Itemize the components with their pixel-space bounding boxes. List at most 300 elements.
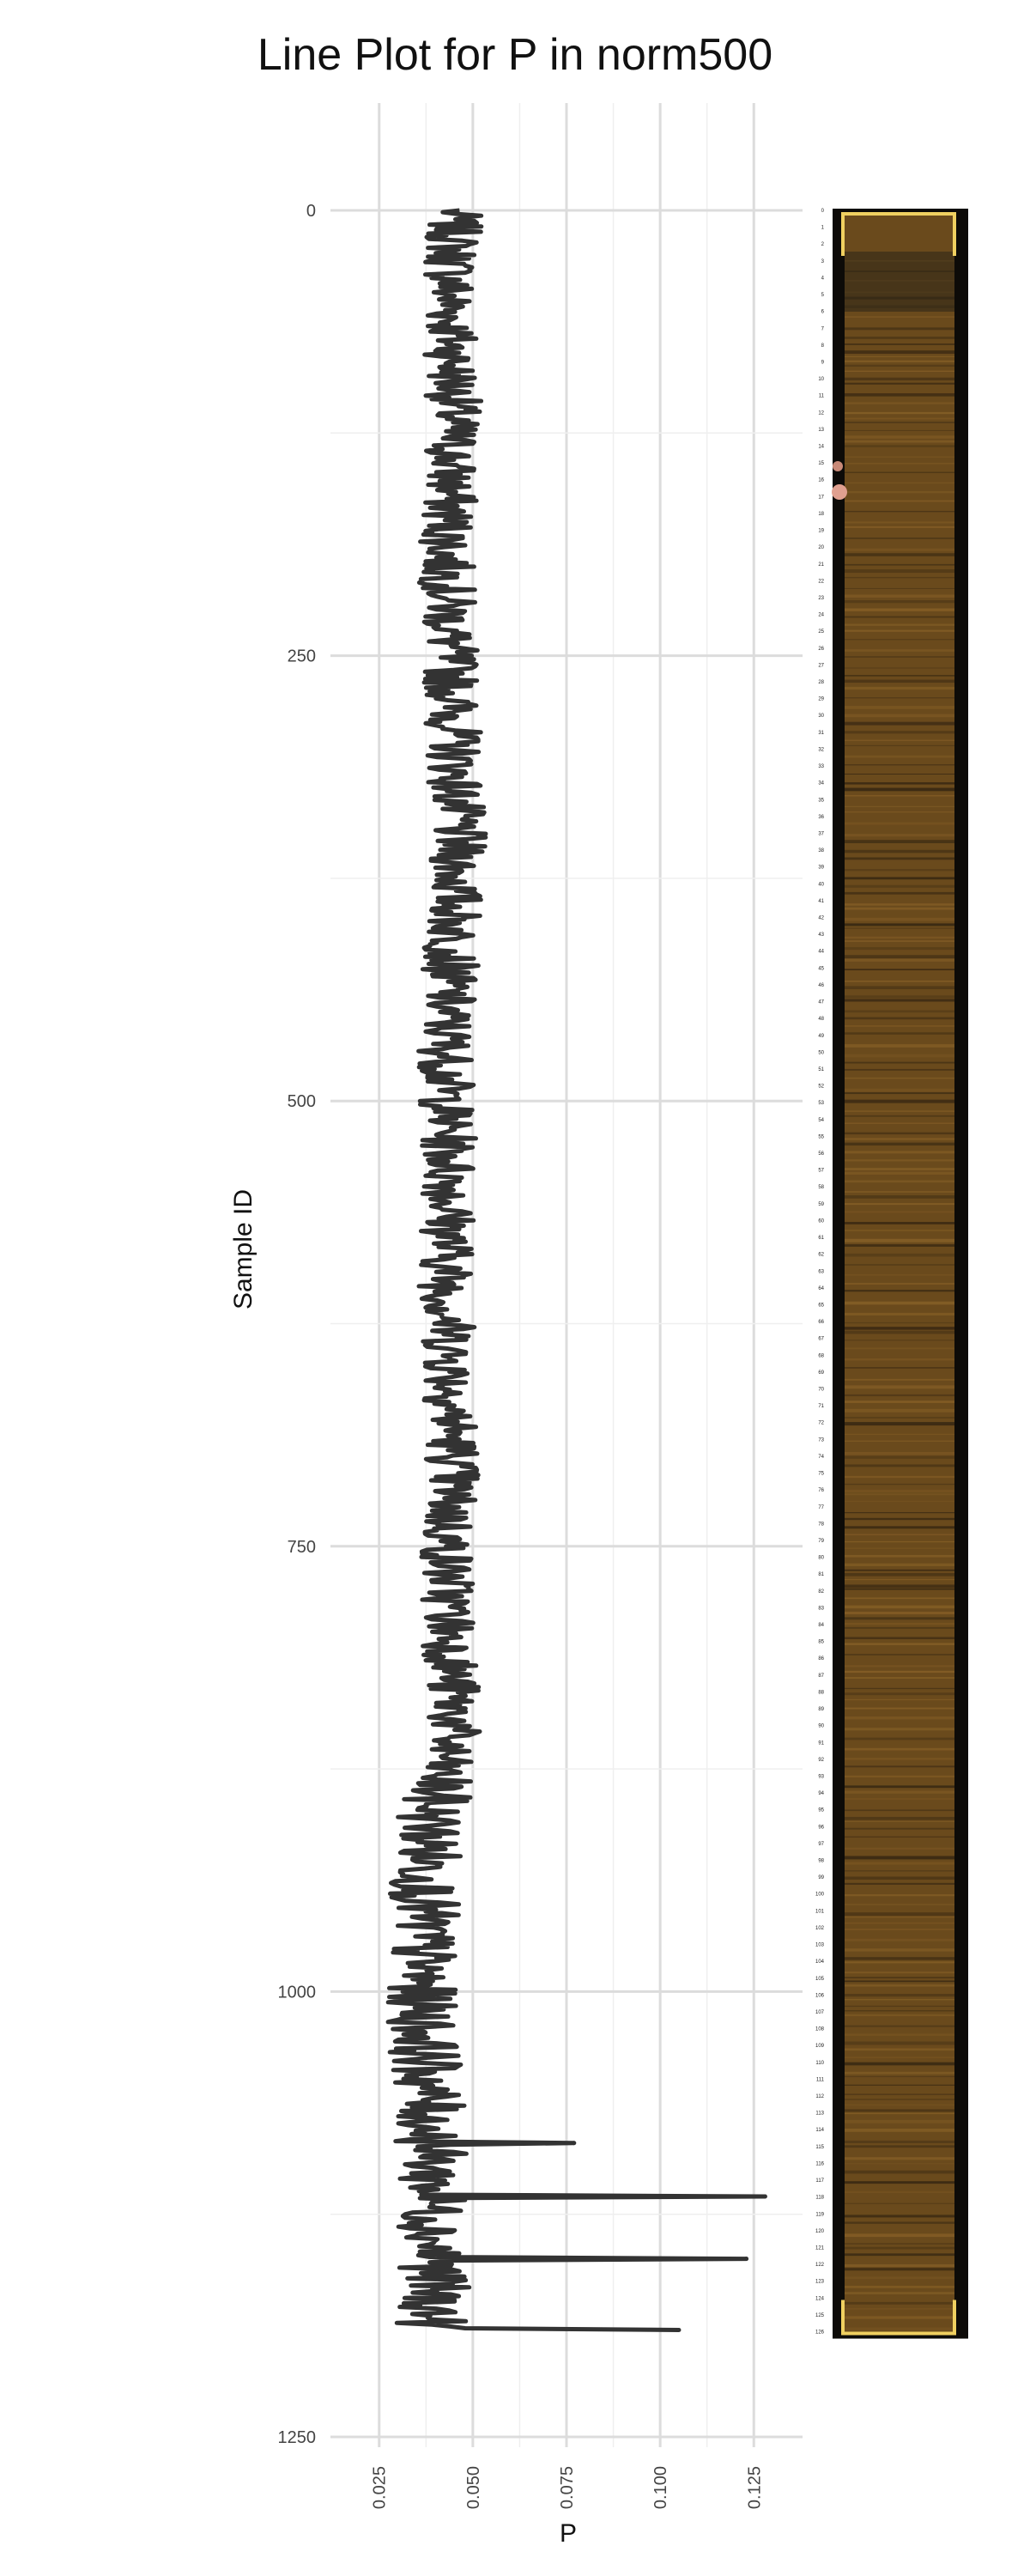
core-lamination <box>845 667 954 668</box>
core-lamination <box>845 2215 954 2217</box>
core-lamination <box>845 1999 954 2000</box>
core-segment-label: 115 <box>815 2144 824 2150</box>
core-lamination <box>845 2268 954 2270</box>
core-lamination <box>845 2063 954 2066</box>
core-segment-label: 89 <box>818 1707 824 1713</box>
core-lamination <box>845 430 954 431</box>
core-segment-label: 58 <box>818 1185 824 1191</box>
core-segment-label: 64 <box>818 1285 824 1291</box>
core-lamination <box>845 2192 954 2193</box>
core-segment-label: 93 <box>818 1774 824 1780</box>
core-lamination <box>845 1417 954 1418</box>
core-lamination <box>845 378 954 380</box>
core-image <box>815 209 968 2339</box>
core-lamination <box>845 1422 954 1425</box>
core-segment-label: 98 <box>818 1858 824 1864</box>
core-lamination <box>845 1290 954 1291</box>
core-lamination <box>845 630 954 632</box>
core-lamination <box>845 2286 954 2288</box>
core-segment-label: 73 <box>818 1437 824 1443</box>
core-sample-mark <box>832 484 847 500</box>
core-lamination <box>845 1100 954 1103</box>
core-lamination <box>845 1643 954 1644</box>
core-lamination <box>845 2109 954 2111</box>
x-tick-label: 0.050 <box>464 2466 483 2510</box>
core-lamination <box>845 2163 954 2164</box>
core-lamination <box>845 457 954 458</box>
core-segment-label: 35 <box>818 798 824 804</box>
core-lamination <box>845 1331 954 1334</box>
core-lamination <box>845 1409 954 1413</box>
x-axis-title: P <box>559 2519 578 2548</box>
core-lamination <box>845 1011 954 1013</box>
core-segment-label: 117 <box>815 2178 824 2184</box>
core-lamination <box>845 1452 954 1455</box>
core-segment-label: 100 <box>815 1892 824 1898</box>
core-lamination <box>845 2141 954 2143</box>
core-lamination <box>845 608 954 611</box>
core-segment-label: 24 <box>818 612 824 618</box>
core-lamination <box>845 1776 954 1777</box>
core-lamination <box>845 549 954 551</box>
core-lamination <box>845 2010 954 2011</box>
core-lamination <box>845 1203 954 1205</box>
core-segment-label: 119 <box>815 2212 824 2218</box>
core-segment-label: 120 <box>815 2228 824 2234</box>
core-lamination <box>845 371 954 372</box>
core-lamination <box>845 538 954 539</box>
core-segment-label: 37 <box>818 831 824 837</box>
core-lamination <box>845 2203 954 2204</box>
core-segment-label: 97 <box>818 1841 824 1847</box>
core-segment-label: 68 <box>818 1353 824 1359</box>
core-lamination <box>845 1623 954 1625</box>
core-lamination <box>845 1765 954 1767</box>
core-lamination <box>845 2026 954 2027</box>
core-lamination <box>845 1400 954 1403</box>
core-lamination <box>845 526 954 528</box>
core-lamination <box>845 463 954 465</box>
x-tick-label: 0.125 <box>745 2466 765 2510</box>
core-segment-label: 122 <box>815 2263 824 2269</box>
core-lamination <box>845 940 954 942</box>
core-lamination <box>845 1541 954 1542</box>
core-segment-label: 111 <box>815 2077 824 2083</box>
core-lamination <box>845 1957 954 1959</box>
core-segment-label: 32 <box>818 747 824 753</box>
core-segment-label: 10 <box>818 377 824 383</box>
core-segment-label: 108 <box>815 2026 824 2032</box>
core-lamination <box>845 365 954 367</box>
core-segment-label: 50 <box>818 1050 824 1056</box>
core-segment-label: 96 <box>818 1825 824 1831</box>
core-segment-label: 67 <box>818 1336 824 1342</box>
core-segment-label: 31 <box>818 730 824 736</box>
core-lamination <box>845 1912 954 1916</box>
core-segment-label: 56 <box>818 1151 824 1157</box>
core-segment-label: 92 <box>818 1757 824 1763</box>
core-lamination <box>845 1573 954 1577</box>
core-lamination <box>845 511 954 512</box>
core-segment-label: 7 <box>821 326 824 332</box>
core-lamination <box>845 1692 954 1695</box>
core-segment-label: 101 <box>815 1909 824 1915</box>
core-lamination <box>845 1699 954 1700</box>
core-lamination <box>845 782 954 785</box>
core-segment-label: 77 <box>818 1504 824 1510</box>
core-segment-label: 78 <box>818 1522 824 1528</box>
core-segment-label: 42 <box>818 915 824 921</box>
core-lamination <box>845 1817 954 1820</box>
core-segment-label: 22 <box>818 579 824 585</box>
core-lamination <box>845 969 954 970</box>
core-lamination <box>845 2099 954 2100</box>
x-tick-label: 0.100 <box>651 2466 671 2510</box>
core-segment-label: 18 <box>818 511 824 517</box>
core-lamination <box>845 1092 954 1094</box>
core-segment-label: 39 <box>818 865 824 871</box>
core-segment-label: 59 <box>818 1201 824 1207</box>
core-lamination <box>845 2076 954 2077</box>
core-lamination <box>845 903 954 906</box>
core-segment-label: 82 <box>818 1589 824 1595</box>
core-lamination <box>845 1688 954 1689</box>
core-lamination <box>845 588 954 589</box>
series-line-P <box>388 210 765 2330</box>
core-lamination <box>845 1195 954 1199</box>
core-lamination <box>845 923 954 926</box>
core-lamination <box>845 706 954 709</box>
core-lamination <box>845 1244 954 1247</box>
core-lamination <box>845 343 954 345</box>
core-lamination <box>845 1526 954 1528</box>
core-lamination <box>845 1564 954 1566</box>
core-lamination <box>845 937 954 939</box>
core-segment-label: 72 <box>818 1420 824 1426</box>
core-segment-label: 28 <box>818 680 824 686</box>
core-lamination <box>845 2243 954 2244</box>
core-lamination <box>845 1555 954 1558</box>
grid-layer <box>330 103 803 2447</box>
core-segment-label: 65 <box>818 1303 824 1309</box>
core-lamination <box>845 1159 954 1161</box>
core-lamination <box>845 745 954 746</box>
core-lamination <box>845 840 954 843</box>
core-lamination <box>845 418 954 420</box>
core-lamination <box>845 624 954 626</box>
core-lamination <box>845 955 954 958</box>
core-dark-band <box>845 252 954 312</box>
core-lamination <box>845 1441 954 1442</box>
core-lamination <box>845 569 954 573</box>
core-segment-label: 15 <box>818 461 824 467</box>
core-lamination <box>845 1313 954 1315</box>
core-segment-label: 19 <box>818 528 824 534</box>
core-lamination <box>845 1110 954 1112</box>
core-lamination <box>845 731 954 733</box>
core-segment-label: 74 <box>818 1454 824 1460</box>
core-lamination <box>845 1809 954 1811</box>
core-segment-label: 69 <box>818 1370 824 1376</box>
core-lamination <box>845 1612 954 1614</box>
core-segment-label: 123 <box>815 2279 824 2285</box>
core-lamination <box>845 317 954 318</box>
core-segment-label: 62 <box>818 1252 824 1258</box>
core-segment-label: 95 <box>818 1807 824 1814</box>
core-lamination <box>845 1379 954 1381</box>
core-segment-label: 102 <box>815 1925 824 1931</box>
core-lamination <box>845 1589 954 1590</box>
core-segment-label: 124 <box>815 2296 824 2302</box>
core-segment-label: 125 <box>815 2312 824 2318</box>
core-segment-label: 55 <box>818 1134 824 1140</box>
core-segment-label: 43 <box>818 933 824 939</box>
core-lamination <box>845 1115 954 1117</box>
core-lamination <box>845 740 954 741</box>
core-lamination <box>845 1671 954 1673</box>
core-lamination <box>845 1025 954 1027</box>
core-lamination <box>845 1791 954 1794</box>
core-segment-label: 105 <box>815 1976 824 1982</box>
core-lamination <box>845 1347 954 1349</box>
core-lamination <box>845 2276 954 2279</box>
core-segment-label: 112 <box>815 2094 824 2100</box>
core-segment-label: 80 <box>818 1555 824 1561</box>
core-lamination <box>845 1738 954 1741</box>
core-lamination <box>845 1302 954 1305</box>
core-lamination <box>845 1862 954 1864</box>
core-lamination <box>845 1133 954 1134</box>
core-segment-label: 33 <box>818 764 824 770</box>
core-lamination <box>845 1122 954 1124</box>
core-lamination <box>845 2233 954 2237</box>
core-segment-label: 54 <box>818 1117 824 1123</box>
core-lamination <box>845 594 954 597</box>
core-lamination <box>845 1617 954 1619</box>
core-segment-label: 114 <box>815 2128 824 2134</box>
core-segment-label: 36 <box>818 814 824 820</box>
core-lamination <box>845 834 954 836</box>
core-lamination <box>845 2264 954 2267</box>
core-lamination <box>845 337 954 339</box>
core-lamination <box>845 1728 954 1730</box>
core-segment-label: 81 <box>818 1572 824 1578</box>
core-segment-label: 26 <box>818 646 824 652</box>
core-lamination <box>845 383 954 385</box>
core-lamination <box>845 649 954 652</box>
core-lamination <box>845 1484 954 1485</box>
core-segment-label: 2 <box>821 242 824 248</box>
core-lamination <box>845 680 954 683</box>
core-lamination <box>845 1877 954 1880</box>
core-lamination <box>845 999 954 1001</box>
spike-point <box>763 2194 767 2198</box>
core-sample-mark <box>833 461 843 471</box>
core-lamination <box>845 811 954 812</box>
core-lamination <box>845 1708 954 1710</box>
core-segment-label: 61 <box>818 1236 824 1242</box>
core-lamination <box>845 756 954 758</box>
core-lamination <box>845 1274 954 1275</box>
core-segment-label: 23 <box>818 595 824 601</box>
core-lamination <box>845 1939 954 1941</box>
core-lamination <box>845 2171 954 2174</box>
core-lamination <box>845 521 954 523</box>
core-lamination <box>845 356 954 357</box>
y-tick-label: 250 <box>287 647 316 666</box>
core-segment-label: 53 <box>818 1101 824 1107</box>
core-lamination <box>845 1054 954 1058</box>
core-lamination <box>845 1143 954 1145</box>
core-lamination <box>845 501 954 502</box>
core-lamination <box>845 2221 954 2223</box>
core-segment-label: 88 <box>818 1690 824 1696</box>
core-segment-label: 3 <box>821 258 824 264</box>
core-segment-label: 38 <box>818 848 824 854</box>
core-lamination <box>845 1984 954 1986</box>
core-lamination <box>845 639 954 640</box>
core-lamination <box>845 1637 954 1639</box>
core-lamination <box>845 1570 954 1571</box>
core-segment-label: 29 <box>818 696 824 702</box>
core-lamination <box>845 1464 954 1467</box>
core-lamination <box>845 947 954 950</box>
core-lamination <box>845 1948 954 1951</box>
core-lamination <box>845 1716 954 1719</box>
core-lamination <box>845 1501 954 1502</box>
core-segment-label: 75 <box>818 1471 824 1477</box>
core-lamination <box>845 1518 954 1520</box>
spike-point <box>676 2328 681 2332</box>
core-segment-label: 4 <box>821 276 824 282</box>
core-segment-label: 40 <box>818 882 824 888</box>
x-tick-label: 0.075 <box>558 2466 577 2510</box>
core-segment-label: 121 <box>815 2245 824 2251</box>
core-lamination <box>845 1883 954 1885</box>
core-lamination <box>845 892 954 895</box>
core-segment-label: 25 <box>818 629 824 635</box>
core-lamination <box>845 564 954 566</box>
core-lamination <box>845 687 954 690</box>
core-lamination <box>845 1151 954 1153</box>
core-lamination <box>845 2328 954 2331</box>
core-lamination <box>845 675 954 677</box>
core-lamination <box>845 1358 954 1360</box>
core-lamination <box>845 1977 954 1978</box>
core-lamination <box>845 1322 954 1323</box>
core-lamination <box>845 1078 954 1079</box>
core-lamination <box>845 393 954 397</box>
core-lamination <box>845 472 954 473</box>
core-segment-label: 30 <box>818 714 824 720</box>
core-segment-label: 44 <box>818 949 824 955</box>
core-lamination <box>845 2072 954 2075</box>
core-lamination <box>845 2112 954 2114</box>
core-lamination <box>845 350 954 354</box>
core-lamination <box>845 1821 954 1822</box>
core-segment-label: 106 <box>815 1993 824 1999</box>
core-lamination <box>845 1665 954 1667</box>
core-lamination <box>845 577 954 578</box>
core-lamination <box>845 2129 954 2132</box>
core-segment-label: 71 <box>818 1404 824 1410</box>
core-lamination <box>845 1971 954 1973</box>
core-segment-label: 109 <box>815 2044 824 2050</box>
core-segment-label: 11 <box>818 393 824 399</box>
core-segment-label: 8 <box>821 343 824 349</box>
core-lamination <box>845 1627 954 1629</box>
y-tick-label: 500 <box>287 1092 316 1112</box>
core-segment-label: 118 <box>815 2195 824 2201</box>
core-segment-label: 6 <box>821 309 824 315</box>
core-lamination <box>845 2145 954 2148</box>
core-segment-label: 17 <box>818 495 824 501</box>
core-segment-label: 104 <box>815 1959 824 1965</box>
core-lamination <box>845 2157 954 2160</box>
core-lamination <box>845 1089 954 1092</box>
x-tick-label: 0.025 <box>370 2466 390 2510</box>
core-lamination <box>845 1456 954 1459</box>
core-lamination <box>845 2085 954 2086</box>
core-lamination <box>845 1748 954 1751</box>
core-segment-label: 85 <box>818 1639 824 1645</box>
core-lamination <box>845 1828 954 1830</box>
core-lamination <box>845 1168 954 1170</box>
core-lamination <box>845 850 954 854</box>
core-segment-label: 9 <box>821 360 824 366</box>
core-lamination <box>845 1062 954 1064</box>
core-segment-label: 126 <box>815 2330 824 2336</box>
core-segment-label: 84 <box>818 1623 824 1629</box>
core-lamination <box>845 491 954 493</box>
y-axis-title: Sample ID <box>229 1188 258 1310</box>
core-lamination <box>845 774 954 775</box>
core-lamination <box>845 1837 954 1838</box>
core-lamination <box>845 2247 954 2250</box>
core-lamination <box>845 908 954 910</box>
core-lamination <box>845 1512 954 1513</box>
core-segment-label: 51 <box>818 1066 824 1072</box>
core-lamination <box>845 1856 954 1859</box>
y-tick-label: 750 <box>287 1537 316 1557</box>
core-lamination <box>845 995 954 998</box>
core-lamination <box>845 1981 954 1983</box>
core-lamination <box>845 2253 954 2256</box>
core-lamination <box>845 795 954 797</box>
core-segment-label: 57 <box>818 1168 824 1174</box>
core-lamination <box>845 869 954 871</box>
core-segment-label: 41 <box>818 898 824 904</box>
core-lamination <box>845 656 954 658</box>
core-lamination <box>845 1211 954 1212</box>
core-lamination <box>845 2308 954 2309</box>
core-lamination <box>845 958 954 961</box>
core-segment-label: 94 <box>818 1791 824 1797</box>
core-lamination <box>845 600 954 603</box>
core-lamination <box>845 1222 954 1224</box>
core-segment-label: 21 <box>818 562 824 568</box>
core-segment-label: 103 <box>815 1942 824 1948</box>
core-segment-label: 70 <box>818 1387 824 1393</box>
core-segment-label: 99 <box>818 1875 824 1881</box>
core-segment-label: 20 <box>818 545 824 551</box>
core-segment-label: 1 <box>821 225 824 231</box>
core-lamination <box>845 1283 954 1285</box>
core-segment-label: 107 <box>815 2009 824 2015</box>
core-segment-label: 87 <box>818 1673 824 1679</box>
core-lamination <box>845 1961 954 1963</box>
core-lamination <box>845 2181 954 2184</box>
